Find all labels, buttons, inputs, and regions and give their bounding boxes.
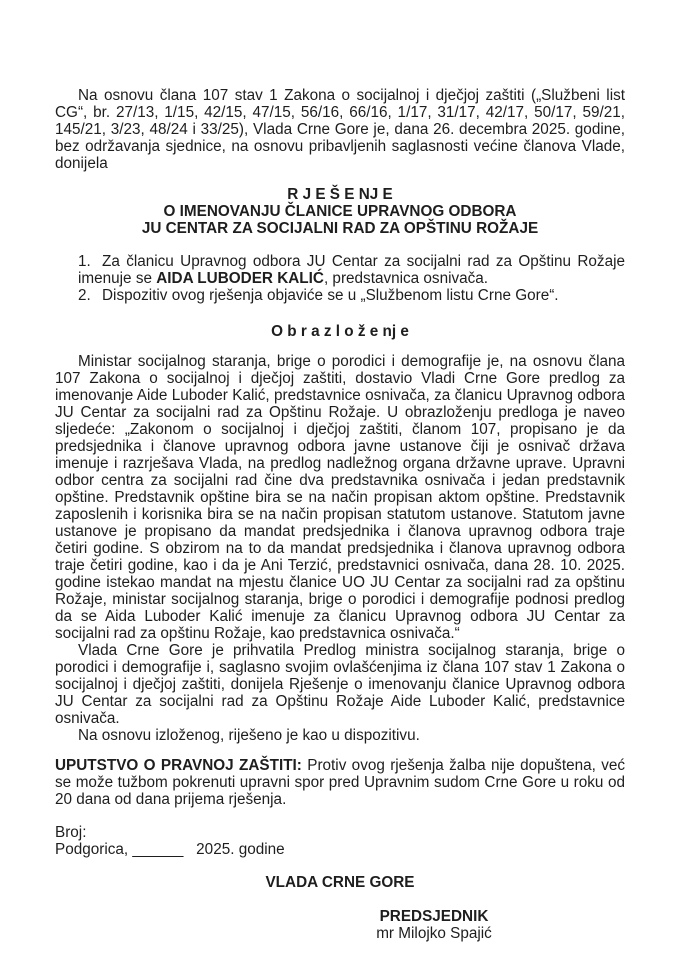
decision-title-line1: R J E Š E NJ E (287, 186, 393, 203)
dispositive-list (55, 253, 625, 304)
item-2-text: Dispozitiv ovog rješenja objaviće se u „Službenom listu Crne Gore“. (102, 287, 559, 304)
legal-remedy-text: Protiv ovog rješenja žalba nije dopuštena, već se može tužbom pokrenuti upravni spor pred Upravnim sudom Crne Gore u roku od 20 dana od dana prijema rješenja. (55, 757, 625, 808)
signature-block (374, 908, 494, 942)
decision-title (55, 186, 625, 237)
document-footer (55, 824, 625, 858)
decision-title-line2: O IMENOVANJU ČLANICE UPRAVNOG ODBORA (163, 203, 517, 220)
appointee-name: AIDA LUBODER KALIĆ (156, 270, 324, 287)
explanation-paragraph-3: Na osnovu izloženog, riješeno je kao u dispozitivu. (78, 727, 420, 744)
item-1-text-after: , predstavnica osnivača. (323, 270, 489, 287)
signature-name: mr Milojko Spajić (376, 925, 492, 942)
legal-remedy-label: UPUTSTVO O PRAVNOJ ZAŠTITI: (55, 757, 302, 774)
dispositive-item-2 (78, 287, 625, 304)
explanation-heading: O b r a z l o ž e nj e (271, 323, 409, 340)
explanation-paragraph-2: Vlada Crne Gore je prihvatila Predlog ministra socijalnog staranja, brige o porodici i demografije i, saglasno svojim ovlašćenjima iz člana 107 stav 1 Zakona o socijalnoj i dječjoj zaštiti, donijela Rješenje o imenovanju članice Upravnog odbora JU Centar za socijalni rad za Opštinu Rožaje Aide Luboder Kalić, predstavnice osnivača. (55, 642, 625, 727)
item-1-text-before: Za članicu Upravnog odbora JU Centar za socijalni rad za Opštinu Rožaje imenuje se (78, 253, 625, 287)
explanation-paragraph-1: Ministar socijalnog staranja, brige o porodici i demografije je, na osnovu člana 107 Zakona o socijalnoj i dječjoj zaštiti, dostavio Vladi Crne Gore predlog za imenovanje Aide Luboder Kalić, predstavnice osnivača, za članicu Upravnog odbora JU Centar za socijalni rad za Opštinu Rožaje. U obrazloženju predloga je naveo sljedeće: „Zakonom o socijalnoj i dječjoj zaštiti, članom 107, propisano je da predsjednika i članove upravnog odbora javne ustanove čiji je osnivač država imenuje i razrješava Vlada, na predlog nadležnog organa državne uprave. Upravni odbor centra za socijalni rad čine dva predstavnika osnivača i jedan predstavnik opštine. Predstavnik opštine bira se na način propisan aktom opštine. Predstavnik zaposlenih i korisnika bira se na način propisan statutom ustanove. Statutom javne ustanove je propisano da mandat predsjednika i članova upravnog odbora traje četiri godine. S obzirom na to da mandat predsjednika i članova upravnog odbora traje četiri godine, kao i da je Ani Terzić, predstavnici osnivača, dana 28. 10. 2025. godine istekao mandat na mjestu članice UO JU Centar za socijalni rad za opštinu Rožaje, ministar socijalnog staranja, brige o porodici i demografije podnosi predlog da se Aida Luboder Kalić imenuje za članicu Upravnog odbora JU Centar za socijalni rad za opštinu Rožaje, kao predstavnica osnivača.“ (55, 353, 625, 642)
dispositive-item-1 (78, 253, 625, 287)
place-date-line: Podgorica, ______ 2025. godine (55, 841, 285, 858)
number-line: Broj: (55, 824, 87, 841)
item-2-number: 2. (78, 287, 91, 304)
decision-title-line3: JU CENTAR ZA SOCIJALNI RAD ZA OPŠTINU ROŽAJE (141, 220, 539, 237)
intro-paragraph: Na osnovu člana 107 stav 1 Zakona o socijalnoj i dječjoj zaštiti („Službeni list CG“, br. 27/13, 1/15, 42/15, 47/15, 56/16, 66/16, 1/17, 31/17, 42/17, 50/17, 59/21, 145/21, 3/23, 48/24 i 33/25), Vlada Crne Gore je, dana 26. decembra 2025. godine, bez održavanja sjednice, na osnovu pribavljenih saglasnosti većine članova Vlade, donijela (55, 87, 625, 172)
item-1-number: 1. (78, 253, 91, 270)
issuer-name: VLADA CRNE GORE (265, 874, 415, 891)
legal-remedy-paragraph (55, 757, 625, 808)
signature-title: PREDSJEDNIK (379, 908, 489, 925)
